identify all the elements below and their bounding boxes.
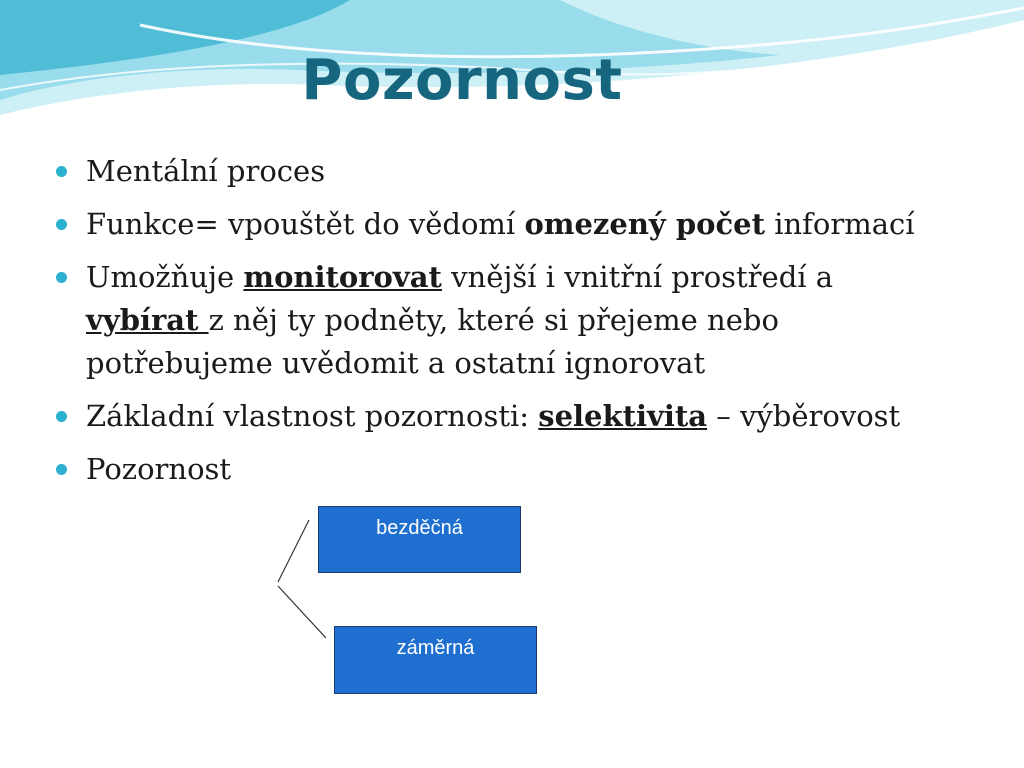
bullet-dot-icon xyxy=(56,272,67,283)
bullet-text: Umožňuje xyxy=(86,260,244,294)
bullet-text: vnější i vnitřní prostředí a xyxy=(441,260,834,294)
bullet-text: omezený počet xyxy=(524,207,765,241)
bullet-text: Funkce= vpouštět do vědomí xyxy=(86,207,525,241)
bullet-text: monitorovat xyxy=(243,260,442,294)
bullet-text: selektivita xyxy=(538,399,708,433)
bullet-text: z něj ty podněty, které si přejeme nebo potřebujeme uvědomit a ostatní ignorovat xyxy=(86,303,779,380)
bullet-text: Mentální proces xyxy=(86,154,326,188)
box-bezdecna: bezděčná xyxy=(318,506,521,573)
bullet-text: Základní vlastnost pozornosti: xyxy=(86,399,539,433)
bullet-list xyxy=(52,150,922,501)
bullet-item xyxy=(52,256,922,385)
bullet-text: – výběrovost xyxy=(707,399,901,433)
bullet-text: Pozornost xyxy=(86,452,232,486)
bullet-dot-icon xyxy=(56,166,67,177)
bullet-item xyxy=(52,395,922,438)
bullet-item xyxy=(52,150,922,193)
box-zamerna: záměrná xyxy=(334,626,537,694)
bullet-dot-icon xyxy=(56,219,67,230)
bullet-dot-icon xyxy=(56,464,67,475)
bullet-item xyxy=(52,448,922,491)
bullet-text: informací xyxy=(765,207,915,241)
slide-title: Pozornost xyxy=(301,48,623,113)
bullet-item xyxy=(52,203,922,246)
bullet-text: vybírat xyxy=(86,303,209,337)
bullet-dot-icon xyxy=(56,411,67,422)
